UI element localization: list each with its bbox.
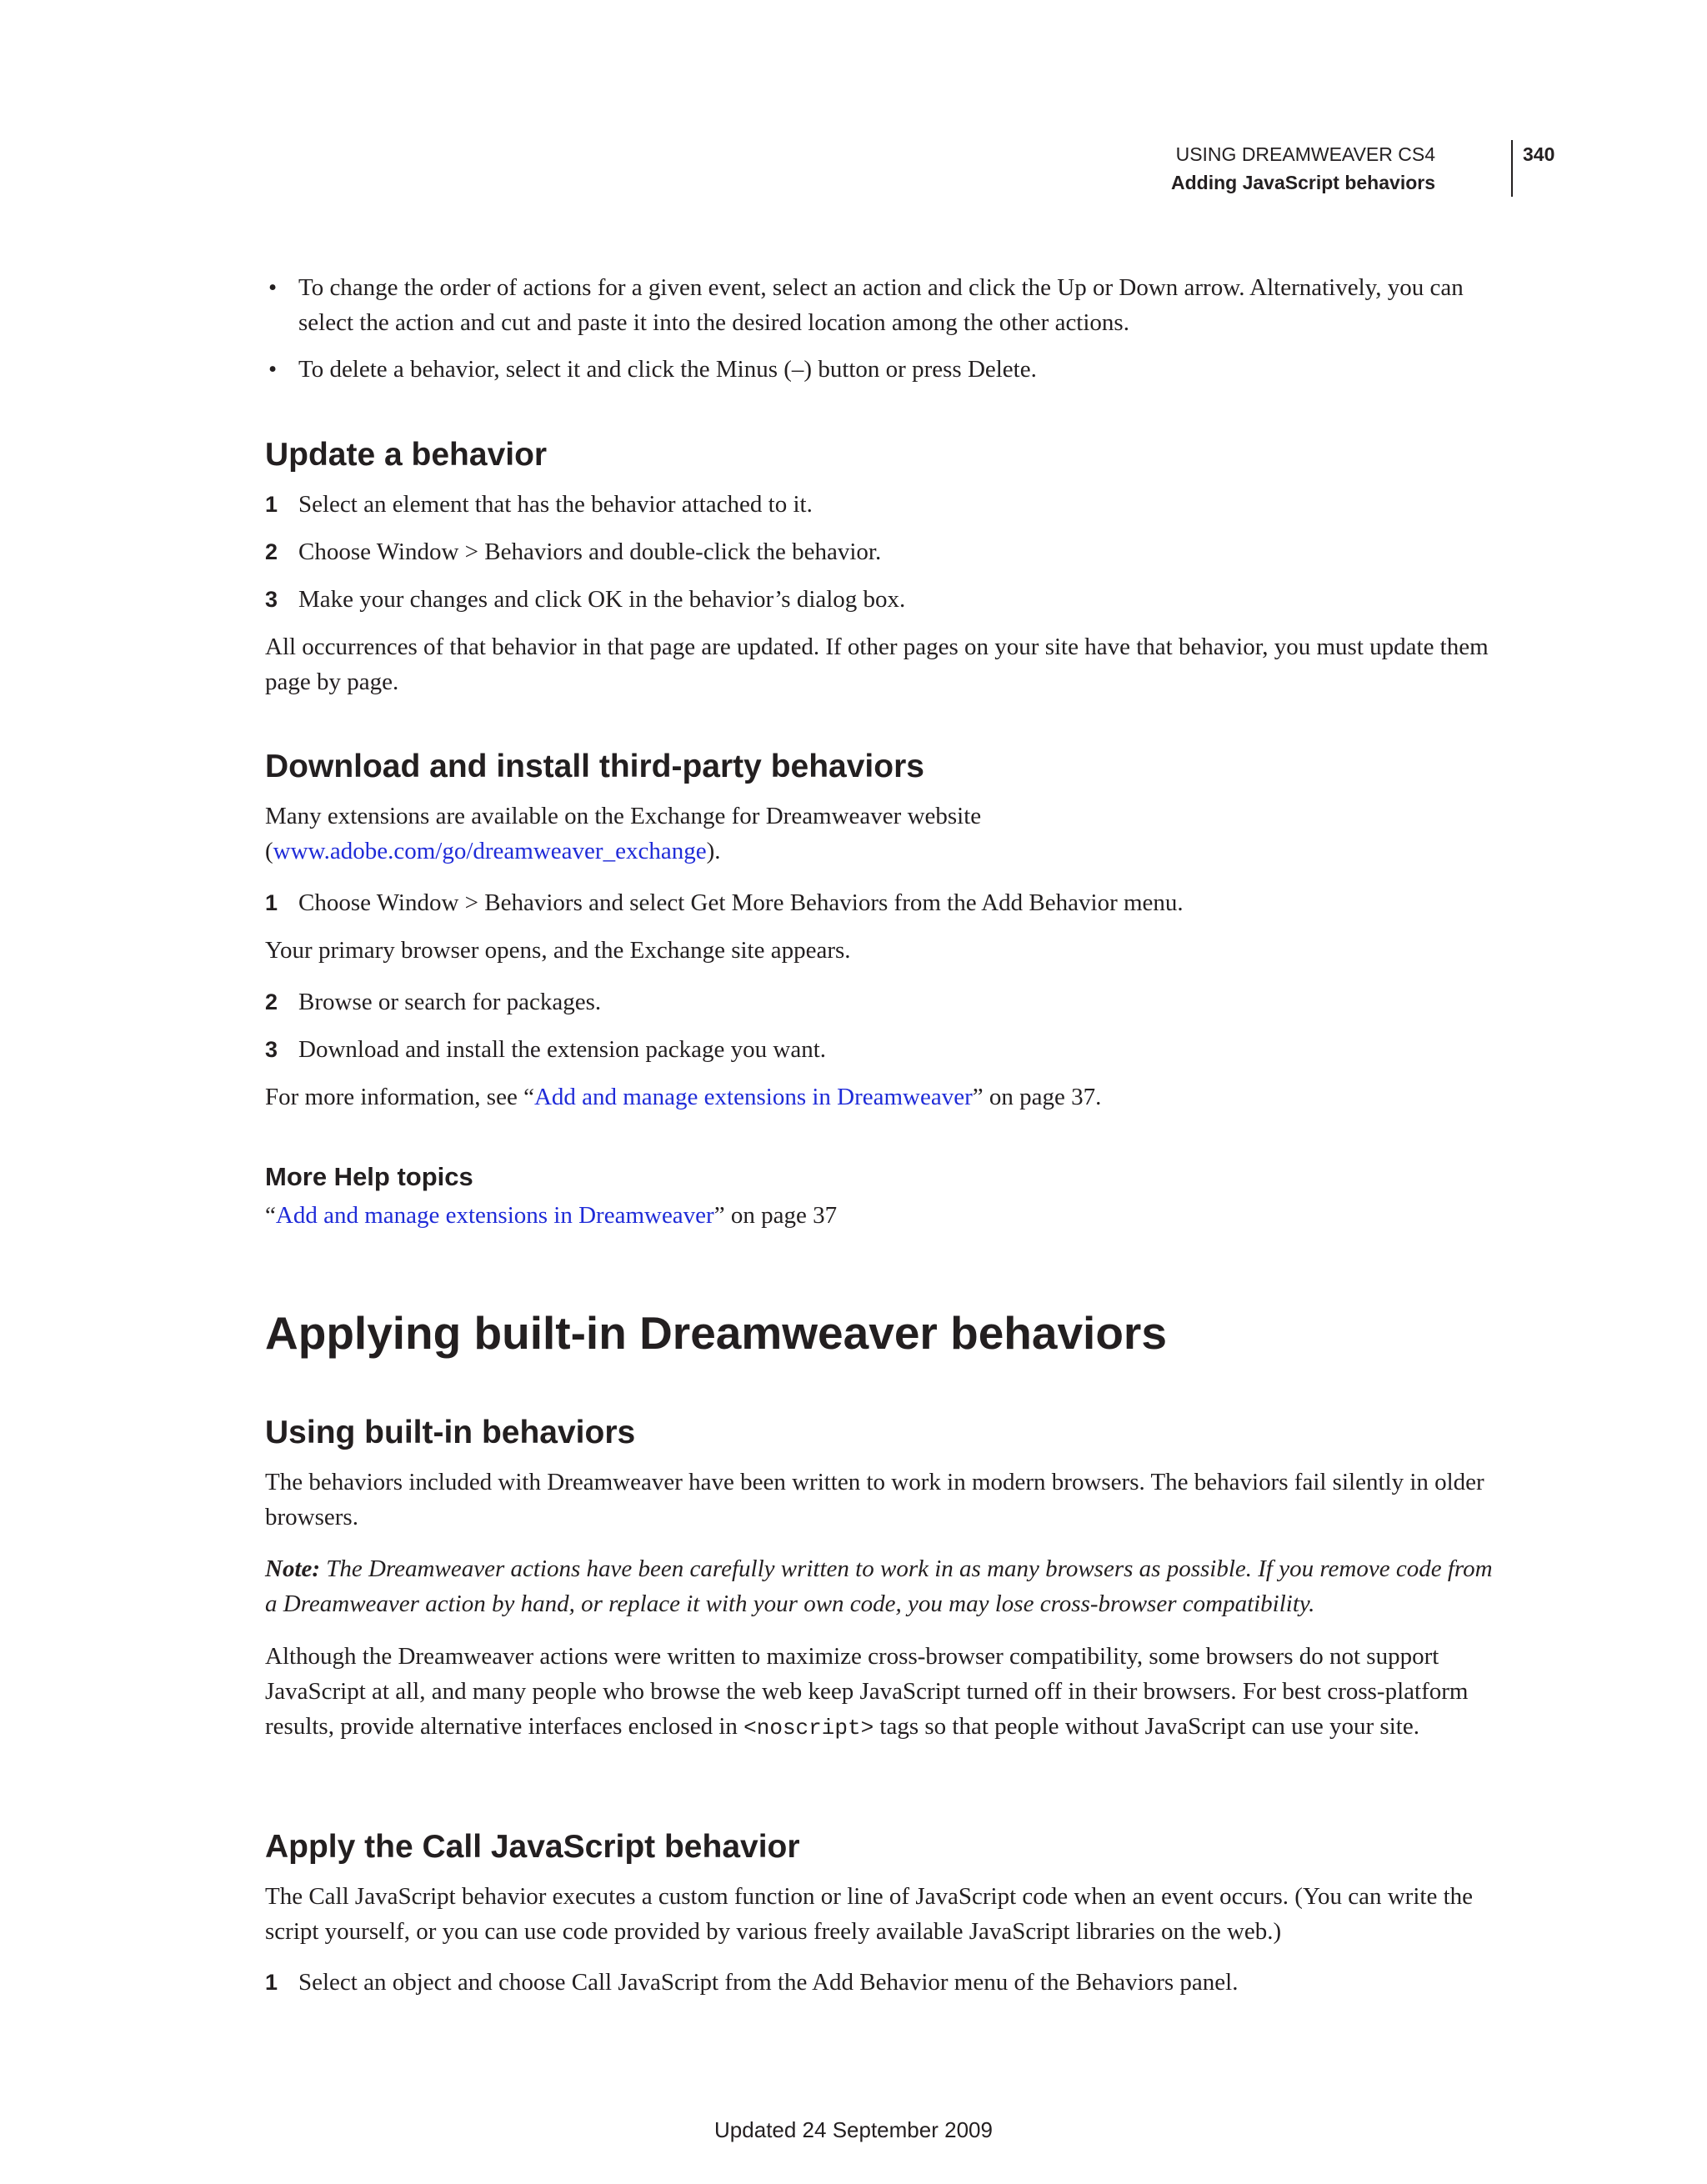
compatibility-text-after: tags so that people without JavaScript can use your site. (874, 1713, 1419, 1740)
step-text: Select an object and choose Call JavaScript from the Add Behavior menu of the Behaviors panel. (298, 1969, 1239, 1996)
compatibility-paragraph (265, 1639, 1507, 1746)
step-text: Select an element that has the behavior attached to it. (298, 491, 813, 518)
step-number: 2 (265, 539, 278, 564)
more-info-prefix: For more information, see “ (265, 1084, 534, 1110)
step-item (265, 984, 1515, 1019)
call-javascript-paragraph: The Call JavaScript behavior executes a custom function or line of JavaScript code when an event occurs. (You can write the script yourself, or you can use code provided by various freely available JavaScript libraries on the web.) (265, 1883, 1474, 1945)
note-label: Note: (265, 1555, 321, 1582)
extensions-link[interactable]: Add and manage extensions in Dreamweaver (533, 1084, 973, 1110)
link-open-paren: ( (265, 838, 273, 864)
link-close-paren: ). (706, 838, 721, 864)
step-item (265, 582, 1515, 617)
compatibility-text-before: Although the Dreamweaver actions were written to maximize cross-browser compatibility, some browsers do not support JavaScript at all, and many people who browse the web keep JavaScript turned off in their browsers. For best cross-platform results, provide alternative interfaces enclosed in (265, 1643, 1469, 1740)
bullet-text: To delete a behavior, select it and click the Minus (–) button or press Delete. (298, 356, 1037, 383)
third-party-intro-text: Many extensions are available on the Exchange for Dreamweaver website (265, 803, 982, 829)
note-paragraph (265, 1551, 1507, 1621)
more-help-item (265, 1198, 1507, 1233)
section-title: Adding JavaScript behaviors (1171, 172, 1435, 193)
more-help-suffix: ” on page 37 (713, 1202, 838, 1229)
third-party-intro (265, 799, 1507, 869)
step-item (265, 487, 1515, 522)
step-number: 2 (265, 989, 278, 1014)
open-quote: “ (265, 1202, 276, 1229)
heading-using-builtin: Using built-in behaviors (265, 1415, 636, 1450)
page-footer: Updated 24 September 2009 (714, 2117, 993, 2142)
noscript-code: <noscript> (743, 1716, 874, 1741)
doc-title: USING DREAMWEAVER CS4 (1175, 143, 1435, 165)
step-number: 1 (265, 890, 278, 915)
note-text: The Dreamweaver actions have been carefully written to work in as many browsers as possible. If you remove code from a Dreamweaver action by hand, or replace it with your own code, you may lose cross-browser compatibility. (265, 1555, 1493, 1617)
step-number: 3 (265, 1037, 278, 1062)
heading-more-help: More Help topics (265, 1162, 473, 1191)
using-builtin-paragraph: The behaviors included with Dreamweaver have been written to work in modern browsers. The behaviors fail silently in older browsers. (265, 1469, 1484, 1530)
heading-third-party: Download and install third-party behaviors (265, 749, 924, 784)
step-text: Make your changes and click OK in the behavior’s dialog box. (298, 586, 906, 613)
more-info-paragraph (265, 1079, 1507, 1115)
step-text: Download and install the extension package you want. (298, 1036, 827, 1063)
step-number: 3 (265, 587, 278, 612)
step-number: 1 (265, 1970, 278, 1995)
step-text: Choose Window > Behaviors and select Get More Behaviors from the Add Behavior menu. (298, 889, 1184, 916)
header-divider (1511, 140, 1513, 197)
more-info-suffix: ” on page 37. (972, 1084, 1102, 1110)
exchange-link[interactable]: www.adobe.com/go/dreamweaver_exchange (273, 838, 707, 864)
bullet-text: To change the order of actions for a given event, select an action and click the Up or Down arrow. Alternatively, you can select the action and cut and paste it into the desired location among the other actions. (298, 274, 1464, 336)
step-item (265, 534, 1515, 569)
update-result-paragraph: All occurrences of that behavior in that page are updated. If other pages on your site have that behavior, you must update them page by page. (265, 634, 1489, 695)
bullet-item (265, 352, 1515, 387)
step-item (265, 1032, 1515, 1067)
bullet-marker: • (268, 356, 278, 383)
step-text: Browse or search for packages. (298, 989, 602, 1015)
bullet-item (265, 270, 1515, 340)
bullet-marker: • (268, 274, 278, 301)
heading-applying-builtin: Applying built-in Dreamweaver behaviors (265, 1307, 1167, 1359)
more-help-link[interactable]: Add and manage extensions in Dreamweaver (275, 1202, 714, 1229)
heading-update-behavior: Update a behavior (265, 437, 548, 473)
step-number: 1 (265, 492, 278, 517)
heading-call-javascript: Apply the Call JavaScript behavior (265, 1829, 800, 1865)
step-item (265, 1965, 1515, 2000)
step-result-text: Your primary browser opens, and the Exchange site appears. (265, 937, 851, 964)
page-number: 340 (1523, 143, 1555, 165)
step-text: Choose Window > Behaviors and double-click the behavior. (298, 538, 882, 565)
running-header (1171, 140, 1435, 197)
step-item (265, 885, 1515, 920)
